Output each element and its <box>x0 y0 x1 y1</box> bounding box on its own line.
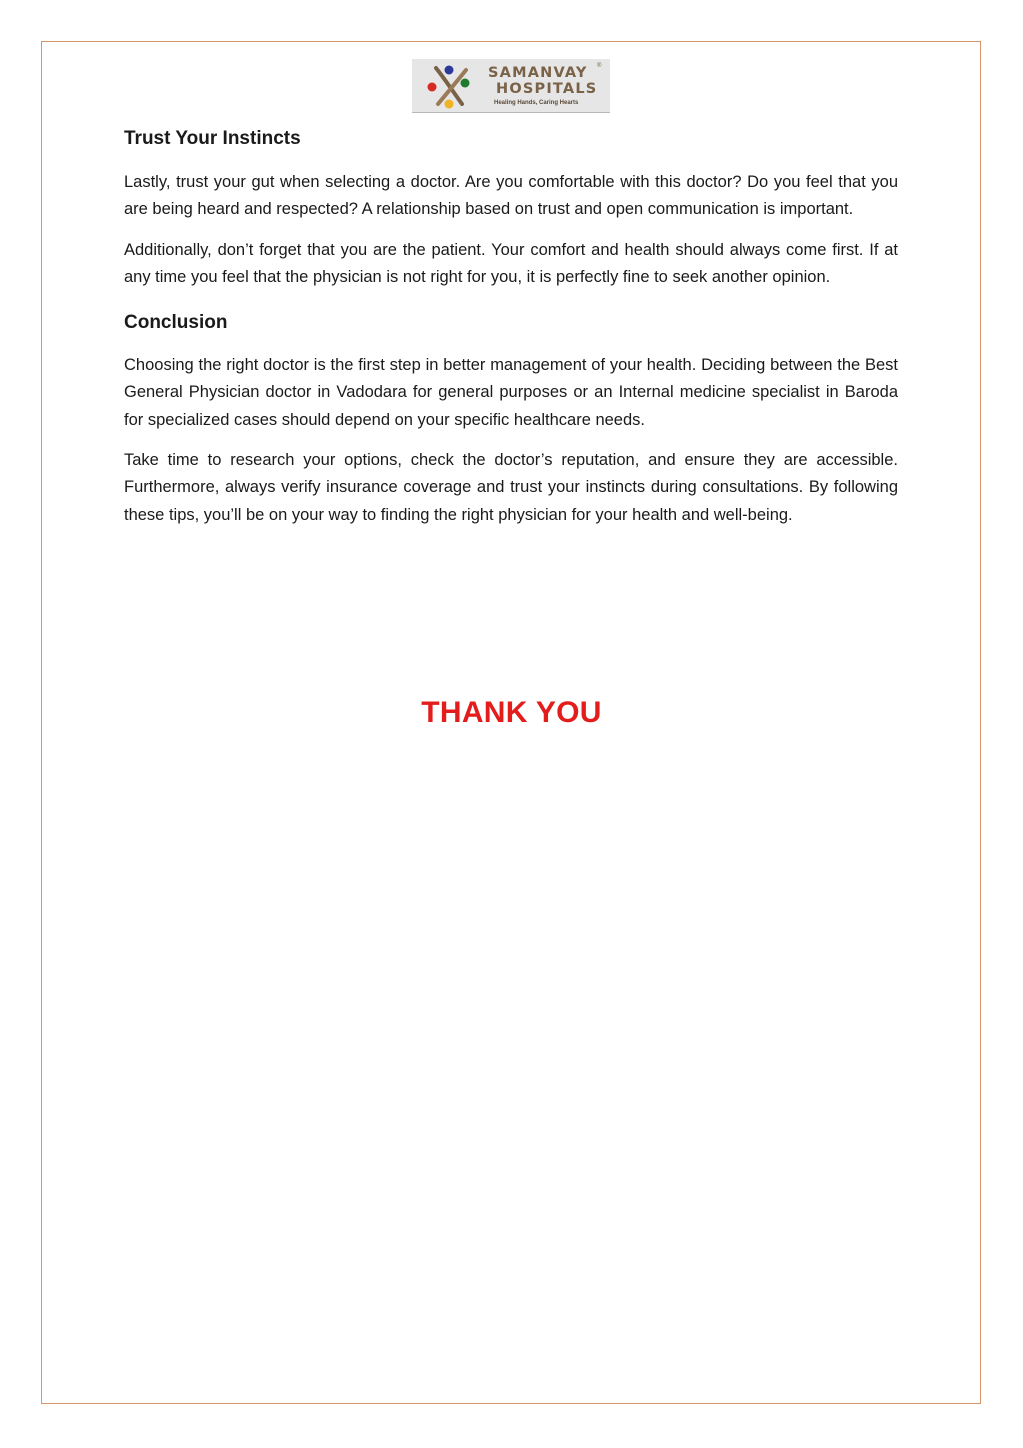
logo-figure-icon <box>422 62 478 110</box>
logo-brand-subname: HOSPITALS <box>496 81 598 97</box>
logo-registered-mark: ® <box>597 63 602 69</box>
paragraph: Choosing the right doctor is the first step in better management of your health. Deciding between the Best General Physician doctor in Vadodara for general purposes or an Internal medicine specialist in Baroda for specialized cases should depend on your specific healthcare needs. <box>124 356 898 429</box>
paragraph: Lastly, trust your gut when selecting a doctor. Are you comfortable with this doctor? Do you feel that you are being heard and respected? A relationship based on trust and open communication is important. <box>124 173 898 219</box>
logo-tagline: Healing Hands, Caring Hearts <box>494 100 579 106</box>
heading-trust-your-instincts: Trust Your Instincts <box>124 128 301 149</box>
thank-you-heading: THANK YOU <box>421 696 602 729</box>
paragraph: Take time to research your options, check the doctor’s reputation, and ensure they are accessible. Furthermore, always verify insurance coverage and trust your instincts during consultations. By following these tips, you’ll be on your way to finding the right physician for your health and well-being. <box>124 451 898 524</box>
logo-brand-name: SAMANVAY <box>488 65 588 81</box>
heading-conclusion: Conclusion <box>124 312 228 334</box>
samanvay-hospitals-logo <box>412 59 610 113</box>
paragraph: Additionally, don’t forget that you are the patient. Your comfort and health should always come first. If at any time you feel that the physician is not right for you, it is perfectly fine to seek another opinion. <box>124 240 898 286</box>
article-body <box>124 125 898 529</box>
